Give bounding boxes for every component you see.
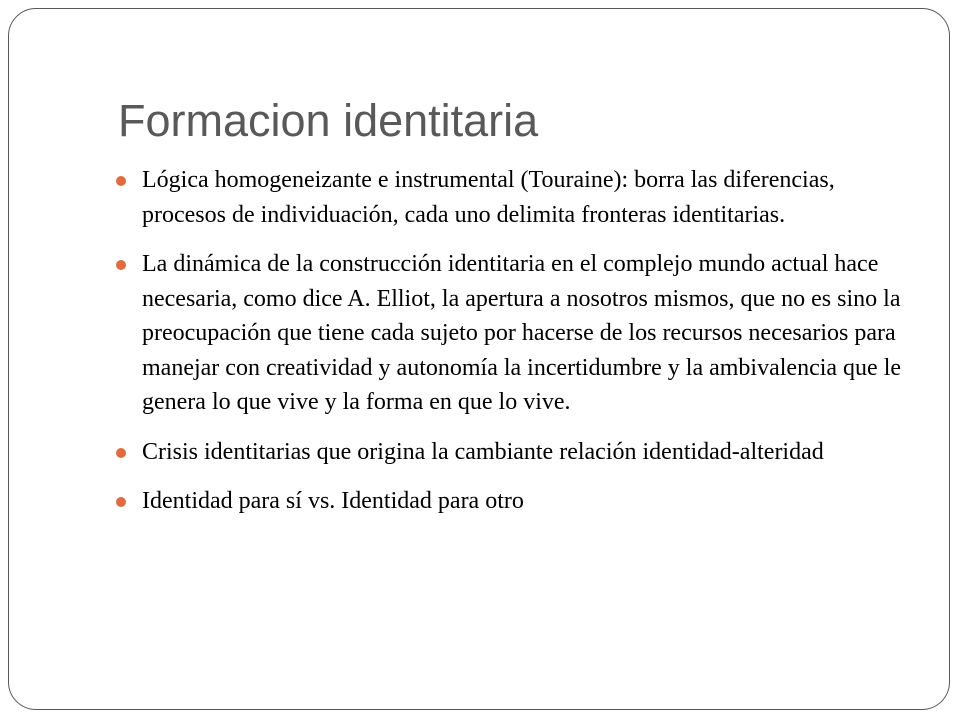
bullet-dot-icon xyxy=(116,176,126,186)
slide-title: Formacion identitaria xyxy=(118,95,539,146)
bullet-item xyxy=(116,484,916,519)
bullet-text: Lógica homogeneizante e instrumental (Touraine): borra las diferencias, procesos de individuación, cada uno delimita fronteras identitarias. xyxy=(142,167,835,228)
bullet-dot-icon xyxy=(116,448,126,458)
bullet-text: La dinámica de la construcción identitaria en el complejo mundo actual hace necesaria, como dice A. Elliot, la apertura a nosotros mismos, que no es sino la preocupación que tiene cada sujeto por hacerse de los recursos necesarios para manejar con creatividad y autonomía la incertidumbre y la ambivalencia que le genera lo que vive y la forma en que lo vive. xyxy=(142,251,902,415)
bullet-item xyxy=(116,163,916,232)
bullet-dot-icon xyxy=(116,497,126,507)
bullet-dot-icon xyxy=(116,260,126,270)
bullet-list xyxy=(116,163,916,534)
slide-frame xyxy=(8,8,950,710)
bullet-item xyxy=(116,435,916,470)
bullet-item xyxy=(116,247,916,420)
bullet-text: Crisis identitarias que origina la cambiante relación identidad-alteridad xyxy=(142,438,824,465)
bullet-text: Identidad para sí vs. Identidad para otro xyxy=(142,488,524,514)
